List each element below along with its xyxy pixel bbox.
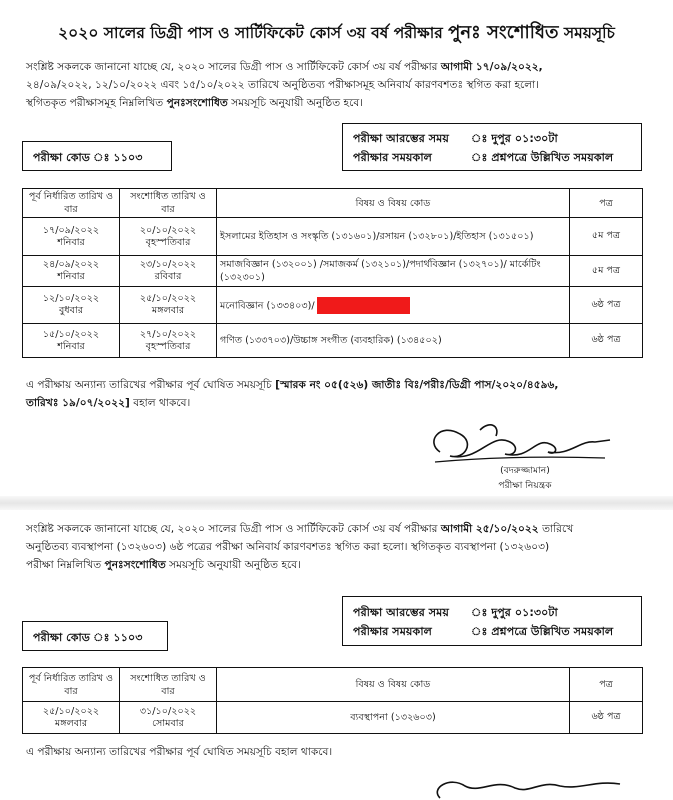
signatory-block [470,463,580,493]
exam-time-box: পরীক্ষা আরম্ভের সময় ঃ দুপুর ০১:৩০টা পরীক্ষার সময়কাল ঃ প্রশ্নপত্রে উল্লিখিত সময়কাল [342,123,642,171]
table-row: ১৭/০৯/২০২২ শনিবার ২০/১০/২০২২ বৃহস্পতিবার ইসলামের ইতিহাস ও সংস্কৃতি (১৩১৬০১)/রসায়ন (১৩২৮০১)/ইতিহাস (১৩১৫০১) ৫ম পত্র [23,218,643,256]
schedule-table-2 [22,667,643,734]
exam-code-box: পরীক্ষা কোড ঃ ১১০৩ [22,141,172,171]
signatory-designation: পরীক্ষা নিয়ন্ত্রক [498,480,552,491]
redaction-block [317,297,410,314]
col-paper: পত্র [570,189,643,218]
col-revised-date: সংশোধিত তারিখ ও বার [120,189,217,218]
col-prev-date: পূর্ব নির্ধারিত তারিখ ও বার [23,189,120,218]
notice-1: সংশ্লিষ্ট সকলকে জানানো যাচ্ছে যে, ২০২০ সালের ডিগ্রী পাস ও সার্টিফিকেট কোর্স ৩য় বর্ষ পরীক্ষার আগামী ১৭/০৯/২০২২, ২৪/০৯/২০২২, ১২/১০/২০২২ এবং ১৫/১০/২০২২ তারিখে অনুষ্ঠিতব্য পরীক্ষাসমূহ অনিবার্য কারণবশতঃ স্থগিত করা হলো। স্থগিতকৃত পরীক্ষাসমূহ নিম্নলিখিত পুনঃসংশোধিত সময়সূচি অনুযায়ী অনুষ্ঠিত হবে। [26,61,543,109]
exam-code-box-2: পরীক্ষা কোড ঃ ১১০৩ [22,621,168,651]
col-paper: পত্র [570,668,643,702]
col-subject: বিষয় ও বিষয় কোড [217,189,570,218]
notice-2: সংশ্লিষ্ট সকলকে জানানো যাচ্ছে যে, ২০২০ সালের ডিগ্রী পাস ও সার্টিফিকেট কোর্স ৩য় বর্ষ পরীক্ষার আগামী ২৫/১০/২০২২ তারিখে অনুষ্ঠিতব্য ব্যবস্থাপনা (১৩২৬০৩) ৬ষ্ঠ পত্রের পরীক্ষা অনিবার্য কারণবশতঃ স্থগিত করা হলো। স্থগিতকৃত ব্যবস্থাপনা (১৩২৬০৩) পরীক্ষা নিম্নলিখিত পুনঃসংশোধিত সময়সূচি অনুযায়ী অনুষ্ঠিত হবে। [26,523,574,571]
col-revised-date: সংশোধিত তারিখ ও বার [120,668,217,702]
page-title: ২০২০ সালের ডিগ্রী পাস ও সার্টিফিকেট কোর্স ৩য় বর্ষ পরীক্ষার পুনঃ সংশোধিত সময়সূচি [58,22,615,43]
col-prev-date: পূর্ব নির্ধারিত তারিখ ও বার [23,668,120,702]
table-row: ১৫/১০/২০২২ শনিবার ২৭/১০/২০২২ বৃহস্পতিবার গণিত (১৩৩৭০৩)/উচ্চাঙ্গ সংগীত (ব্যবহারিক) (১৩৪৫০২) ৬ষ্ঠ পত্র [23,324,643,358]
footer-note-2: এ পরীক্ষায় অন্যান্য তারিখের পরীক্ষার পূর্ব ঘোষিত সময়সূচি বহাল থাকবে। [26,746,333,758]
schedule-table-1 [22,188,643,358]
section-divider [0,496,673,510]
table-row: ২৫/১০/২০২২ মঙ্গলবার ৩১/১০/২০২২ সোমবার ব্যবস্থাপনা (১৩২৬০৩) ৬ষ্ঠ পত্র [23,702,643,734]
title-emphasis: পুনঃ সংশোধিত [448,22,559,43]
table-row: ১২/১০/২০২২ বুধবার ২৫/১০/২০২২ মঙ্গলবার মনোবিজ্ঞান (১৩৩৪০৩)/ ৬ষ্ঠ পত্র [23,287,643,324]
col-subject: বিষয় ও বিষয় কোড [217,668,570,702]
exam-time-box-2: পরীক্ষা আরম্ভের সময় ঃ দুপুর ০১:৩০টা পরীক্ষার সময়কাল ঃ প্রশ্নপত্রে উল্লিখিত সময়কাল [342,596,642,646]
table-row: ২৪/০৯/২০২২ শনিবার ২৩/১০/২০২২ রবিবার সমাজবিজ্ঞান (১৩২০০১) /সমাজকর্ম (১৩২১০১)/পদার্থবিজ্ঞান (১৩২৭০১)/ মার্কেটিং (১৩২৩০১) ৫ম পত্র [23,256,643,287]
signatory-name: (বদরুজ্জামান) [500,465,550,476]
signature-icon [420,768,640,800]
footer-note-1: এ পরীক্ষায় অন্যান্য তারিখের পরীক্ষার পূর্ব ঘোষিত সময়সূচি [স্মারক নং ০৫(৫২৬) জাতীঃ বিঃ/পরীঃ/ডিগ্রী পাস/২০২০/৪৫৯৬, তারিখঃ ১৯/০৭/২০২২] বহাল থাকবে। [26,379,559,409]
